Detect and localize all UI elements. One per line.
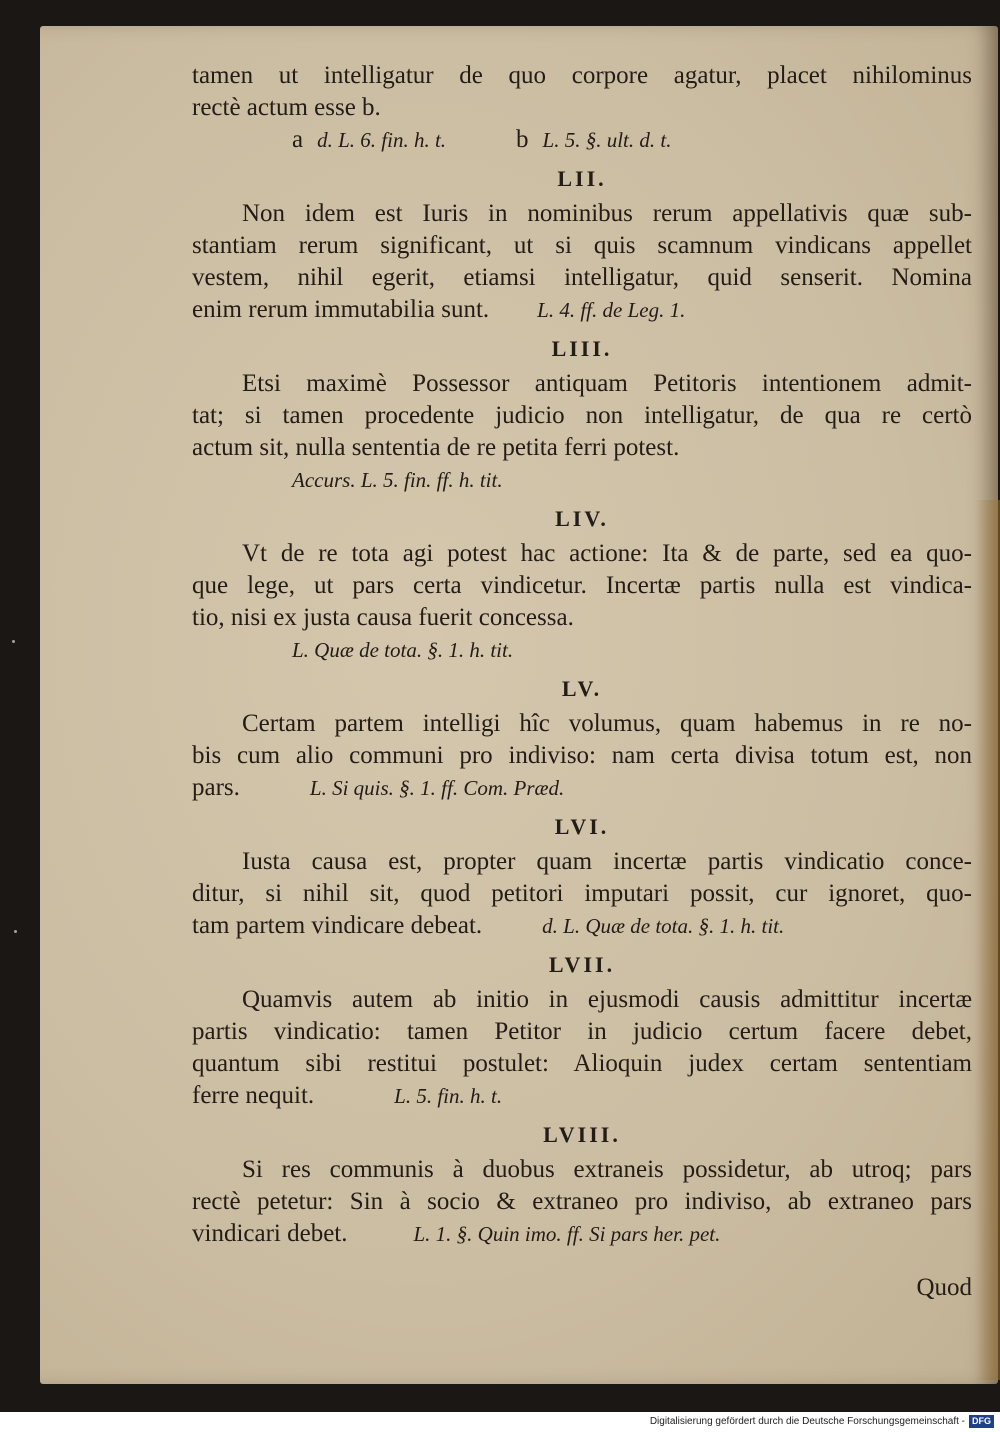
citation: L. 1. §. Quin imo. ff. Si pars her. pet.	[413, 1222, 721, 1246]
footnote-b: L. 5. §. ult. d. t.	[542, 128, 672, 152]
text-line: tio, nisi ex justa causa fuerit concessa.	[192, 604, 574, 631]
citation: L. 5. fin. h. t.	[394, 1084, 503, 1108]
text-line: tamen ut intelligatur de quo corpore agatur, placet nihilominus	[192, 62, 972, 89]
text-line	[192, 1080, 972, 1112]
text-line	[192, 294, 972, 326]
text-line: rectè petetur: Sin à socio & extraneo pro indiviso, ab extraneo pars	[192, 1188, 972, 1215]
text-line: stantiam rerum significant, ut si quis scamnum vindicans appellet	[192, 232, 972, 259]
dust-speck	[14, 930, 17, 933]
text-line: Iusta causa est, propter quam incertæ partis vindicatio conce-	[242, 848, 972, 875]
citation: Accurs. L. 5. fin. ff. h. tit.	[292, 468, 503, 492]
section-heading: LIII.	[551, 336, 613, 361]
text-line	[192, 772, 972, 804]
footnote-a: d. L. 6. fin. h. t.	[317, 128, 447, 152]
citation: L. 4. ff. de Leg. 1.	[537, 298, 686, 322]
text-line: ditur, si nihil sit, quod petitori imputari possit, cur ignoret, quo-	[192, 880, 972, 907]
footer-text: Digitalisierung gefördert durch die Deutsche Forschungsgemeinschaft -	[649, 1416, 965, 1427]
page-edge-stain	[975, 500, 1000, 1380]
text-line: vestem, nihil egerit, etiamsi intelligatur, quid senserit. Nomina	[192, 264, 972, 291]
section-heading: LII.	[557, 166, 607, 191]
section-heading: LVII.	[548, 952, 616, 977]
text-line: quantum sibi restitui postulet: Alioquin judex certam sententiam	[192, 1050, 972, 1077]
text-line-end: enim rerum immutabilia sunt.	[192, 296, 490, 323]
text-line-end: ferre nequit.	[192, 1082, 315, 1109]
dfg-logo: DFG	[969, 1415, 994, 1428]
text-line-end: tam partem vindicare debeat.	[192, 912, 483, 939]
dust-speck	[12, 640, 15, 643]
page-text	[192, 60, 972, 1304]
section-heading: LIV.	[555, 506, 609, 531]
footnote-marker: a	[292, 126, 304, 153]
text-line: tat; si tamen procedente judicio non intelligatur, de qua re certò	[192, 402, 972, 429]
text-line: Vt de re tota agi potest hac actione: Ita & de parte, sed ea quo-	[242, 540, 972, 567]
footnotes	[192, 124, 972, 156]
section-heading: LV.	[561, 676, 603, 701]
text-line: Non idem est Iuris in nominibus rerum appellativis quæ sub-	[242, 200, 972, 227]
footnote-marker: b	[516, 126, 529, 153]
digitization-footer	[0, 1412, 1000, 1432]
section-heading: LVIII.	[543, 1122, 621, 1147]
text-line: actum sit, nulla sententia de re petita ferri potest.	[192, 434, 680, 461]
text-line: rectè actum esse b.	[192, 94, 381, 121]
text-line: bis cum alio communi pro indiviso: nam certa divisa totum est, non	[192, 742, 972, 769]
text-line: Certam partem intelligi hîc volumus, quam habemus in re no-	[242, 710, 972, 737]
text-line	[192, 910, 972, 942]
section-heading: LVI.	[554, 814, 610, 839]
text-line	[192, 1218, 972, 1250]
text-line-end: pars.	[192, 774, 240, 801]
text-line: Etsi maximè Possessor antiquam Petitoris intentionem admit-	[242, 370, 972, 397]
catchword: Quod	[916, 1274, 972, 1301]
citation: L. Quæ de tota. §. 1. h. tit.	[292, 638, 514, 662]
citation: d. L. Quæ de tota. §. 1. h. tit.	[542, 914, 785, 938]
text-line: Si res communis à duobus extraneis possidetur, ab utroq; pars	[242, 1156, 972, 1183]
text-line: que lege, ut pars certa vindicetur. Incertæ partis nulla est vindica-	[192, 572, 972, 599]
text-line-end: vindicari debet.	[192, 1220, 348, 1247]
text-line: partis vindicatio: tamen Petitor in judicio certum facere debet,	[192, 1018, 972, 1045]
text-line: Quamvis autem ab initio in ejusmodi causis admittitur incertæ	[242, 986, 972, 1013]
citation: L. Si quis. §. 1. ff. Com. Præd.	[309, 776, 565, 800]
